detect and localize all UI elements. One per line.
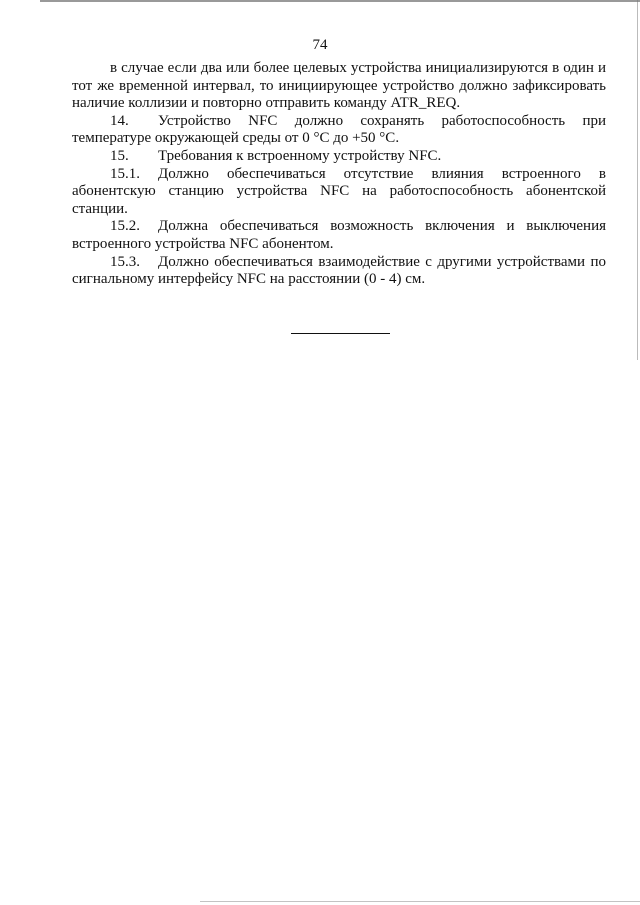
paragraph-15-1 xyxy=(72,166,606,219)
paragraph-15-2 xyxy=(72,218,606,253)
paragraph-15 xyxy=(72,148,606,166)
page-number: 74 xyxy=(312,37,328,53)
scan-edge-right xyxy=(637,0,638,360)
scan-edge-bottom xyxy=(200,901,640,902)
paragraph-continuation xyxy=(72,60,606,113)
scan-edge-top xyxy=(40,0,640,2)
paragraph-text: Устройство NFC должно сохранять работоспособность при температуре окружающей среды от 0 °C до +50 °C. xyxy=(72,112,606,147)
paragraph-number: 15.3. xyxy=(110,253,140,270)
paragraph-number: 15.2. xyxy=(110,218,140,235)
paragraph-number: 14. xyxy=(110,112,129,129)
document-body xyxy=(72,60,606,289)
paragraph-text: Должно обеспечиваться отсутствие влияния встроенного в абонентскую станцию устройства NFC на работоспособность абонентской станции. xyxy=(72,165,606,217)
paragraph-14 xyxy=(72,113,606,148)
paragraph-text: в случае если два или более целевых устройства инициализируются в один и тот же временной интервал, то инициирующее устройство должно зафиксировать наличие коллизии и повторно отправить команду ATR_REQ. xyxy=(72,60,606,112)
paragraph-15-3 xyxy=(72,254,606,289)
end-separator-line xyxy=(291,333,390,334)
paragraph-number: 15. xyxy=(110,147,129,164)
paragraph-text: Требования к встроенному устройству NFC. xyxy=(158,147,442,164)
paragraph-number: 15.1. xyxy=(110,165,140,182)
paragraph-text: Должно обеспечиваться взаимодействие с другими устройствами по сигнальному интерфейсу NFC на расстоянии (0 - 4) см. xyxy=(72,253,606,288)
paragraph-text: Должна обеспечиваться возможность включения и выключения встроенного устройства NFC абонентом. xyxy=(72,218,606,252)
